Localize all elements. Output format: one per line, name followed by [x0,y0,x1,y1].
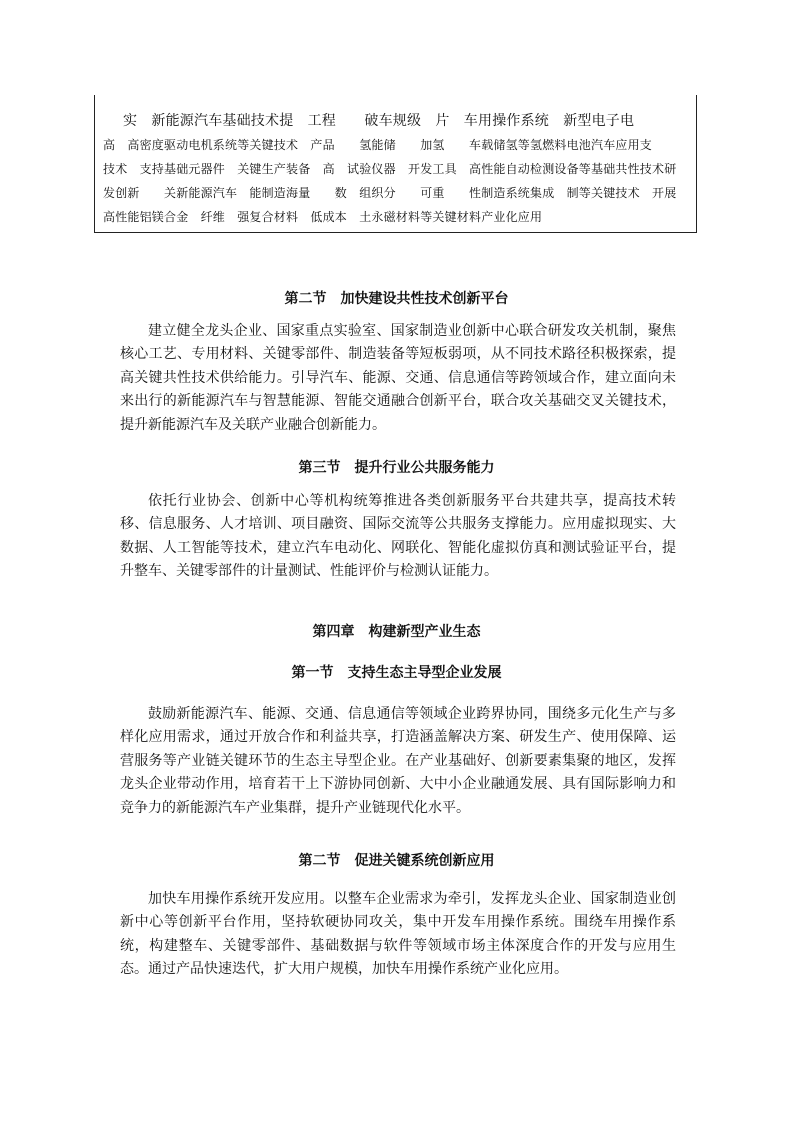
box-line: 技术 支持基础元器件 关键生产装备 高 试验仪器 开发工具 高性能自动检测设备等基础共性技术研 [103,162,677,176]
box-line: 发创新 关新能源汽车 能制造海量 数 组织分 可重 性制造系统集成 制等关键技术 开展 [103,186,677,200]
section-paragraph: 加快车用操作系统开发应用。以整车企业需求为牵引，发挥龙头企业、国家制造业创新中心等创新平台作用，坚持软硬协同攻关，集中开发车用操作系统。围绕车用操作系统，构建整车、关键零部件、基础数据与软件等领域市场主体深度合作的开发与应用生态。通过产品快速迭代，扩大用户规模，加快车用操作系统产业化应用。 [120,891,676,978]
section-heading: 第三节 提升行业公共服务能力 [298,460,495,476]
section-paragraph: 鼓励新能源汽车、能源、交通、信息通信等领域企业跨界协同，围绕多元化生产与多样化应用需求，通过开放合作和利益共享，打造涵盖解决方案、研发生产、使用保障、运营服务等产业链关键环节的生态主导型企业。在产业基础好、创新要素集聚的地区，发挥龙头企业带动作用，培育若干上下游协同创新、大中小企业融通发展、具有国际影响力和竞争力的新能源汽车产业集群，提升产业链现代化水平。 [120,706,676,816]
section-heading: 第一节 支持生态主导型企业发展 [291,665,502,681]
box-line: 高 高密度驱动电机系统等关键技术 产品 氢能储 加氢 车载储氢等氢燃料电池汽车应用支 [103,138,653,152]
box-line: 高性能铝镁合金 纤维 强复合材料 低成本 土永磁材料等关键材料产业化应用 [103,210,543,224]
key-projects-box [94,95,697,233]
section-heading: 第二节 加快建设共性技术创新平台 [284,291,509,307]
section-heading: 第二节 促进关键系统创新应用 [298,853,495,869]
chapter-heading: 第四章 构建新型产业生态 [312,624,481,640]
box-line: 实 新能源汽车基础技术提 工程 破车规级 片 车用操作系统 新型电子电 [123,113,635,129]
section-paragraph: 建立健全龙头企业、国家重点实验室、国家制造业创新中心联合研发攻关机制，聚焦核心工艺、专用材料、关键零部件、制造装备等短板弱项，从不同技术路径积极探索，提高关键共性技术供给能力。引导汽车、能源、交通、信息通信等跨领域合作，建立面向未来出行的新能源汽车与智慧能源、智能交通融合创新平台，联合攻关基础交叉关键技术，提升新能源汽车及关联产业融合创新能力。 [120,323,676,433]
section-paragraph: 依托行业协会、创新中心等机构统筹推进各类创新服务平台共建共享，提高技术转移、信息服务、人才培训、项目融资、国际交流等公共服务支撑能力。应用虚拟现实、大数据、人工智能等技术，建立汽车电动化、网联化、智能化虚拟仿真和测试验证平台，提升整车、关键零部件的计量测试、性能评价与检测认证能力。 [120,493,676,580]
